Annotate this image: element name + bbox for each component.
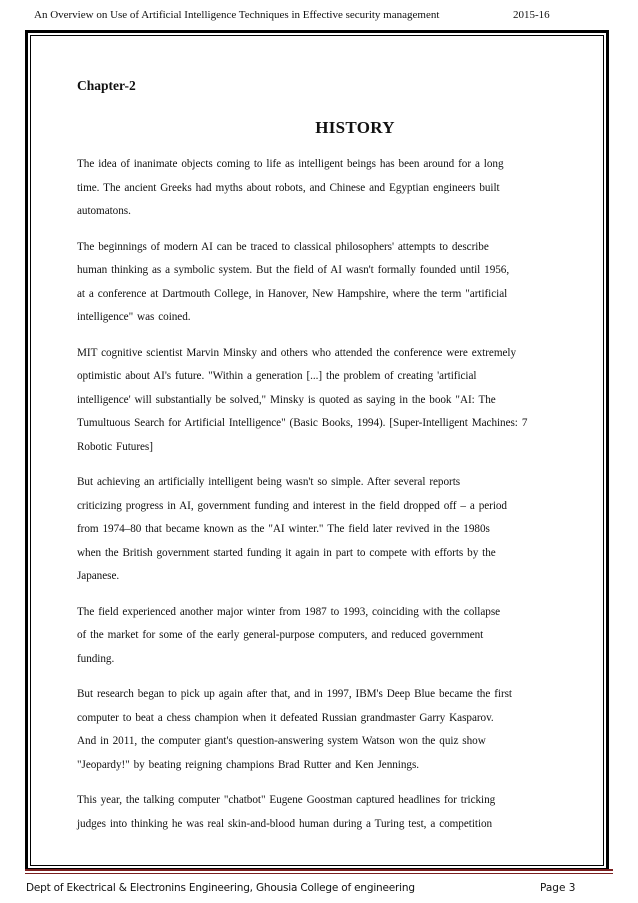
paragraph-7: [77, 789, 597, 836]
text-line: Japanese.: [77, 570, 120, 582]
footer-rule-thin: [25, 873, 613, 874]
text-line: at a conference at Dartmouth College, in Hanover, New Hampshire, where the term "artificial: [77, 287, 508, 300]
header-title: An Overview on Use of Artificial Intelligence Techniques in Effective security management: [34, 9, 440, 21]
page-footer: [0, 876, 638, 903]
text-line: computer to beat a chess champion when it defeated Russian grandmaster Garry Kasparov.: [77, 711, 494, 724]
text-line: time. The ancient Greeks had myths about robots, and Chinese and Egyptian engineers built: [77, 181, 500, 194]
text-line: funding.: [77, 652, 115, 665]
text-line: MIT cognitive scientist Marvin Minsky and others who attended the conference were extremely: [77, 346, 516, 359]
paragraph-1: [77, 153, 597, 224]
paragraph-5: [77, 601, 597, 672]
page-content: [77, 64, 597, 836]
text-line: judges into thinking he was real skin-and-blood human during a Turing test, a competition: [77, 817, 493, 830]
text-line: from 1974–80 that became known as the "AI winter." The field later revived in the 1980s: [77, 523, 490, 535]
text-line: of the market for some of the early general-purpose computers, and reduced government: [77, 629, 484, 641]
text-line: The idea of inanimate objects coming to life as intelligent beings has been around for a long: [77, 158, 504, 170]
text-line: Robotic Futures]: [77, 440, 153, 453]
text-line: automatons.: [77, 205, 131, 217]
paragraph-3: [77, 342, 597, 460]
text-line: intelligence" was coined.: [77, 311, 191, 323]
footer-department: Dept of Ekectrical & Electronins Engineering, Ghousia College of engineering: [26, 882, 415, 894]
text-line: The beginnings of modern AI can be traced to classical philosophers' attempts to describe: [77, 240, 489, 253]
footer-rule: [25, 869, 613, 871]
footer-page-number: Page 3: [540, 882, 576, 894]
chapter-label: Chapter-2: [77, 78, 136, 93]
text-line: intelligence' will substantially be solved," Minsky is quoted as saying in the book "AI: The: [77, 393, 496, 406]
section-heading: HISTORY: [315, 118, 395, 137]
text-line: The field experienced another major winter from 1987 to 1993, coinciding with the collapse: [77, 605, 501, 618]
text-line: "Jeopardy!" by beating reigning champions Brad Rutter and Ken Jennings.: [77, 758, 419, 771]
text-line: This year, the talking computer "chatbot" Eugene Goostman captured headlines for tricking: [77, 794, 496, 806]
text-line: Tumultuous Search for Artificial Intelligence" (Basic Books, 1994). [Super-Intelligent Machines: 7: [77, 417, 528, 429]
page-header: [0, 0, 638, 28]
text-line: But research began to pick up again after that, and in 1997, IBM's Deep Blue became the first: [77, 688, 512, 700]
text-line: optimistic about AI's future. "Within a generation [...] the problem of creating 'artificial: [77, 370, 477, 382]
header-year: 2015-16: [513, 9, 550, 21]
paragraph-4: [77, 471, 597, 589]
text-line: criticizing progress in AI, government funding and interest in the field dropped off – a period: [77, 499, 507, 512]
paragraph-6: [77, 683, 597, 777]
paragraph-2: [77, 236, 597, 330]
text-line: And in 2011, the computer giant's question-answering system Watson won the quiz show: [77, 735, 486, 747]
text-line: when the British government started funding it again in part to compete with efforts by the: [77, 546, 496, 559]
text-line: human thinking as a symbolic system. But the field of AI wasn't formally founded until 1956,: [77, 264, 510, 276]
text-line: But achieving an artificially intelligent being wasn't so simple. After several reports: [77, 476, 461, 488]
